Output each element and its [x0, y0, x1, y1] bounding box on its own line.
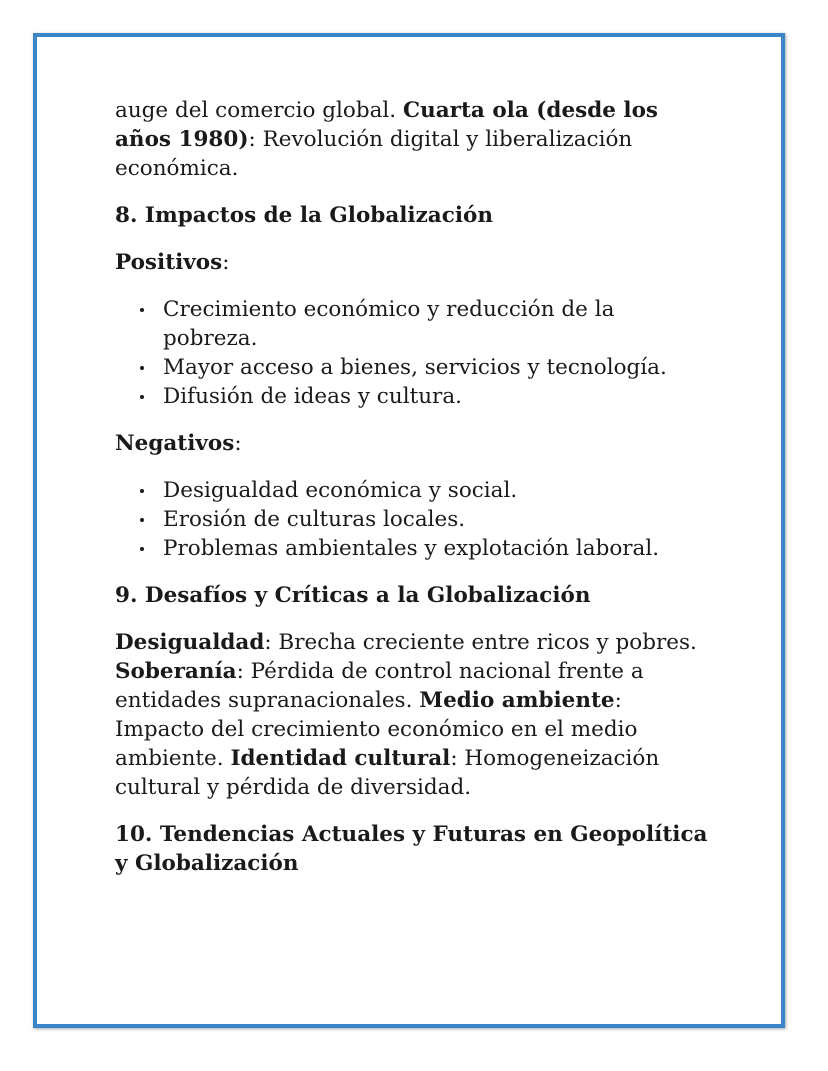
negativos-label-line: [115, 429, 715, 458]
document-body: [115, 96, 715, 878]
negativos-colon: :: [234, 431, 242, 456]
desc-medio-ambiente: : Impacto del crecimiento económico en el medio ambiente.: [115, 688, 638, 771]
positivos-label: Positivos: [115, 250, 223, 275]
negativos-label: Negativos: [115, 431, 235, 456]
positivos-list: [115, 295, 715, 411]
term-medio-ambiente: Medio ambiente: [419, 688, 615, 713]
intro-text-1: auge del comercio global.: [115, 98, 403, 123]
term-identidad-cultural: Identidad cultural: [230, 746, 451, 771]
list-item: Erosión de culturas locales.: [163, 505, 715, 534]
intro-bold: Cuarta ola (desde los años 1980): [115, 98, 659, 152]
section-9-heading: 9. Desafíos y Críticas a la Globalización: [115, 583, 591, 608]
positivos-colon: :: [222, 250, 230, 275]
term-soberania: Soberanía: [115, 659, 237, 684]
section-9-paragraph: [115, 628, 715, 802]
intro-text-2: : Revolución digital y liberalización económica.: [115, 127, 633, 181]
desc-soberania: : Pérdida de control nacional frente a entidades supranacionales.: [115, 659, 644, 713]
positivos-label-line: [115, 248, 715, 277]
list-item: Desigualdad económica y social.: [163, 476, 715, 505]
list-item: Difusión de ideas y cultura.: [163, 382, 715, 411]
term-desigualdad: Desigualdad: [115, 630, 265, 655]
negativos-list: [115, 476, 715, 563]
list-item: Crecimiento económico y reducción de la pobreza.: [163, 295, 715, 353]
desc-identidad-cultural: : Homogeneización cultural y pérdida de diversidad.: [115, 746, 660, 800]
list-item: Mayor acceso a bienes, servicios y tecnología.: [163, 353, 715, 382]
intro-paragraph: [115, 96, 715, 183]
list-item: Problemas ambientales y explotación laboral.: [163, 534, 715, 563]
section-8-heading: 8. Impactos de la Globalización: [115, 203, 493, 228]
desc-desigualdad: : Brecha creciente entre ricos y pobres.: [264, 630, 697, 655]
section-10-heading: 10. Tendencias Actuales y Futuras en Geopolítica y Globalización: [115, 822, 708, 876]
